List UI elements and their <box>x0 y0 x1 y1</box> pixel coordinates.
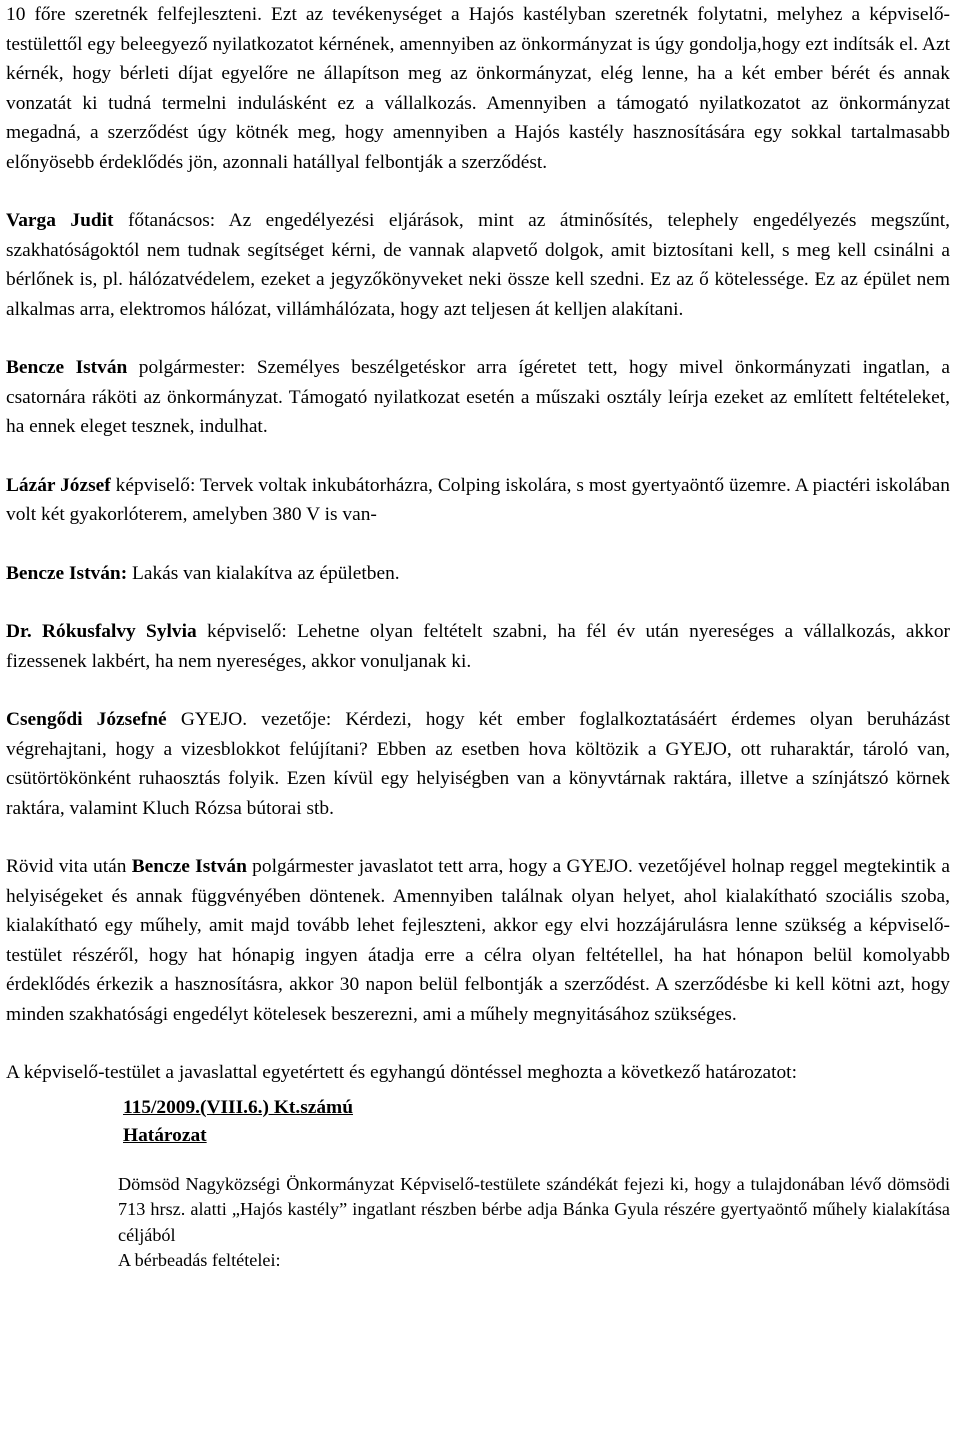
speech-text: polgármester: Személyes beszélgetéskor arra ígéretet tett, hogy mivel önkormányzati ingatlan, a csatornára ráköti az önkormányzat. Támogató nyilatkozat esetén a műszaki osztály leírja ezeket az említett feltételeket, ha ennek eleget tesznek, indulhat. <box>6 357 950 437</box>
paragraph-varga-judit <box>6 206 950 324</box>
text-prefix: Rövid vita után <box>6 856 132 877</box>
speaker-name: Csengődi Józsefné <box>6 709 167 730</box>
speech-text: képviselő: Tervek voltak inkubátorházra, Colping iskolára, s most gyertyaöntő üzemre. A piactéri iskolában volt két gyakorlóterem, amelyben 380 V is van- <box>6 474 950 525</box>
paragraph-lazar-jozsef <box>6 471 950 530</box>
paragraph-bencze-istvan <box>6 353 950 442</box>
speaker-name: Bencze István <box>131 856 247 877</box>
document-page <box>6 0 950 1274</box>
speaker-name: Rókusfalvy Sylvia <box>42 621 197 642</box>
resolution-conditions: A bérbeadás feltételei: <box>118 1250 281 1270</box>
speaker-name: Varga Judit <box>6 210 114 231</box>
speech-text: képviselő: Lehetne olyan feltételt szabni, ha fél év után nyereséges a vállalkozás, akkor fizessenek lakbért, ha nem nyereséges, akkor vonuljanak ki. <box>6 621 950 672</box>
resolution-text: Dömsöd Nagyközségi Önkormányzat Képviselő-testülete szándékát fejezi ki, hogy a tulajdonában lévő dömsödi 713 hrsz. alatti „Hajós kastély” ingatlant részben bérbe adja Bánka Gyula részére gyertyaöntő műhely kialakítása céljából <box>118 1173 950 1245</box>
resolution-label: Határozat <box>123 1124 207 1146</box>
speech-text: főtanácsos: Az engedélyezési eljárások, mint az átminősítés, telephely engedélyezés megszűnt, szakhatóságoktól nem tudnak segítséget kérni, de vannak alapvető dolgok, amit biztosítani kell, s meg kell csinálni a bérlőnek is, pl. hálózatvédelem, ezeket a jegyzőkönyveket neki össze kell szedni. Ez az ő kötelessége. Ez az épület nem alkalmas arra, elektromos hálózat, villámhálózata, hogy azt teljesen át kelljen alakítani. <box>6 210 950 320</box>
paragraph-intro: 10 főre szeretnék felfejleszteni. Ezt az tevékenységet a Hajós kastélyban szeretnék folytatni, melyhez a képviselő-testülettől egy beleegyező nyilatkozatot kérnének, amennyiben az önkormányzat is úgy gondolja,hogy ezt indítsák el. Azt kérnék, hogy bérleti díjat egyelőre ne állapítson meg az önkormányzat, elég lenne, ha a két ember bérét és annak vonzatát ki tudná termelni indulásként ez a vállalkozás. Amennyiben a támogató nyilatkozatot az önkormányzat megadná, a szerződést úgy kötnék meg, hogy amennyiben a Hajós kastély hasznosítására egy sokkal tartalmasabb előnyösebb érdeklődés jön, azonnali hatállyal felbontják a szerződést. <box>6 4 950 173</box>
speaker-prefix: Dr. <box>6 621 42 642</box>
paragraph-csengodi-jozsefne <box>6 705 950 823</box>
resolution-number: 115/2009.(VIII.6.) Kt.számú <box>123 1096 353 1118</box>
resolution-body <box>118 1172 950 1274</box>
paragraph-bencze-lakas <box>6 559 950 589</box>
paragraph-rokusfalvy-sylvia <box>6 617 950 676</box>
speaker-name: Lázár József <box>6 474 111 496</box>
speaker-name: Bencze István: <box>6 562 128 584</box>
paragraph-vita-utan <box>6 852 950 1029</box>
speaker-name: Bencze István <box>6 357 128 378</box>
speech-text: polgármester javaslatot tett arra, hogy a GYEJO. vezetőjével holnap reggel megtekintik a helyiségeket és annak függvényében döntenek. Amennyiben találnak olyan helyet, ahol kialakítható szociális szoba, kialakítható egy műhely, amit majd tovább lehet fejleszteni, akkor egy elvi hozzájárulásra lenne szükség a képviselő-testület részéről, hogy hat hónapig ingyen átadja erre a célra olyan feltétellel, ha hat hónapon belül komolyabb érdeklődés érkezik a hasznosításra, akkor 30 napon belül felbontják a szerződést. A szerződésbe ki kell kötni azt, hogy minden szakhatósági engedélyt kötelesek beszerezni, ami a műhely megnyitásához szükséges. <box>6 856 950 1025</box>
paragraph-decision: A képviselő-testület a javaslattal egyetértett és egyhangú döntéssel meghozta a következő határozatot: <box>6 1062 797 1083</box>
resolution-header <box>123 1094 950 1150</box>
speech-text: Lakás van kialakítva az épületben. <box>127 562 400 584</box>
speech-text: GYEJO. vezetője: Kérdezi, hogy két ember foglalkoztatásáért érdemes olyan beruházást végrehajtani, hogy a vizesblokkot felújítani? Ebben az esetben hova költözik a GYEJO, ott ruharaktár, tároló van, csütörtökönként ruhaosztás folyik. Ezen kívül egy helyiségben van a könyvtárnak raktára, illetve a színjátszó körnek raktára, valamint Kluch Rózsa bútorai stb. <box>6 709 951 819</box>
